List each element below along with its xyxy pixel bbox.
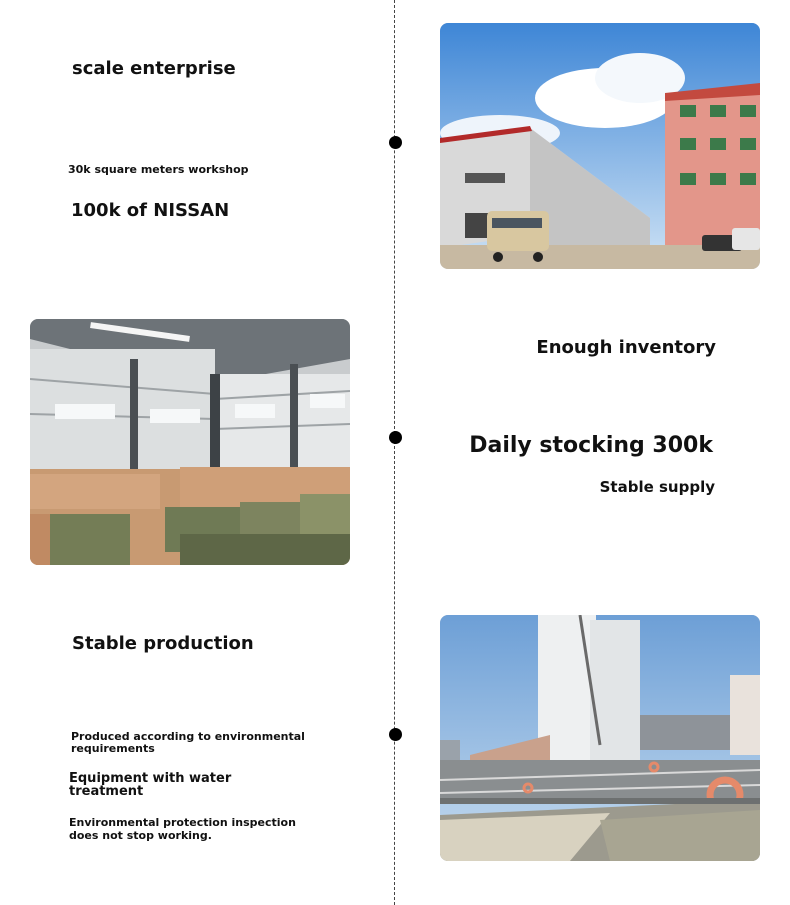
nissan-text: 100k of NISSAN (71, 200, 230, 221)
factory-photo (440, 23, 760, 269)
inspection-line: Environmental protection inspection (69, 816, 296, 829)
timeline-dot (389, 136, 402, 149)
water-treatment-line: treatment (69, 784, 144, 799)
inspection-text (69, 816, 296, 842)
stable-supply-text: Stable supply (599, 478, 715, 496)
water-treatment-text (69, 772, 231, 798)
inspection-line: does not stop working. (69, 829, 212, 842)
enough-inventory-heading: Enough inventory (536, 337, 716, 358)
environment-line: requirements (71, 742, 155, 755)
stable-production-heading: Stable production (72, 633, 254, 654)
environment-line: Produced according to environmental (71, 730, 305, 743)
environment-text (71, 731, 305, 755)
scale-enterprise-heading: scale enterprise (72, 58, 236, 79)
water-treatment-line: Equipment with water (69, 771, 232, 786)
timeline-dot (389, 431, 402, 444)
workshop-text: 30k square meters workshop (68, 163, 249, 176)
timeline-dot (389, 728, 402, 741)
water-treatment-photo (440, 615, 760, 861)
daily-stocking-text: Daily stocking 300k (469, 433, 713, 458)
warehouse-photo (30, 319, 350, 565)
